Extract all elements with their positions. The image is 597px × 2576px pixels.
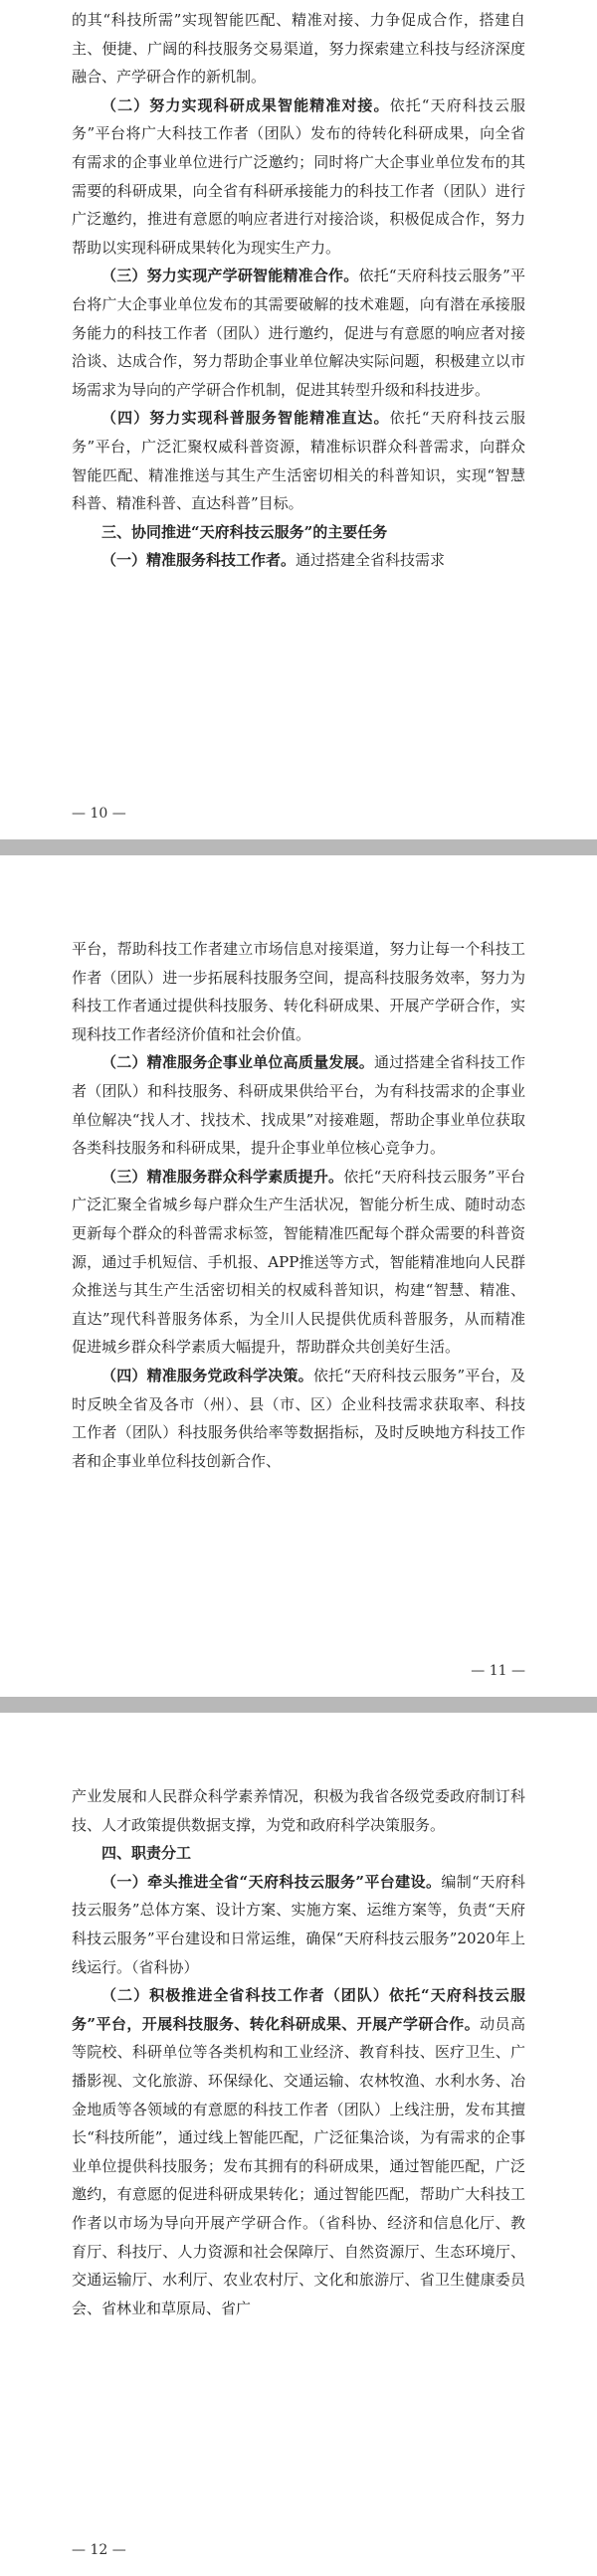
paragraph: （二）努力实现科研成果智能精准对接。依托“天府科技云服务”平台将广大科技工作者（团队）发布的待转化科研成果，向全省有需求的企事业单位进行广泛邀约；同时将广大企事业单位发布的其需要的科研成果，向全省有科研承接能力的科技工作者（团队）进行广泛邀约，推进有意愿的响应者进行对接洽谈，积极促成合作，努力帮助以实现科研成果转化为现实生产力。	[72, 95, 525, 257]
page-number: — 11 —	[471, 1663, 525, 1679]
paragraph: （二）积极推进全省科技工作者（团队）依托“天府科技云服务”平台，开展科技服务、转化科研成果、开展产学研合作。动员高等院校、科研单位等各类机构和工业经济、教育科技、医疗卫生、广播影视、文化旅游、环保绿化、交通运输、农林牧渔、水利水务、冶金地质等各领域的有意愿的科技工作者（团队）上线注册，发布其擅长“科技所能”，通过线上智能匹配，广泛征集洽谈，为有需求的企事业单位提供科技服务；发布其拥有的科研成果，通过智能匹配，广泛邀约，有意愿的促进科研成果转化；通过智能匹配，帮助广大科技工作者以市场为导向开展产学研合作。（省科协、经济和信息化厅、教育厅、科技厅、人力资源和社会保障厅、自然资源厅、生态环境厅、交通运输厅、水利厅、农业农村厅、文化和旅游厅、省卫生健康委员会、省林业和草原局、省广	[72, 1986, 525, 2317]
paragraph: （四）精准服务党政科学决策。依托“天府科技云服务”平台，及时反映全省及各市（州）、县（市、区）企业科技需求获取率、科技工作者（团队）科技服务供给率等数据指标，及时反映地方科技工作者和企事业单位科技创新合作、	[72, 1366, 525, 1470]
paragraph: （二）精准服务企事业单位高质量发展。通过搭建全省科技工作者（团队）和科技服务、科研成果供给平台，为有科技需求的企事业单位解决“找人才、找技术、找成果”对接难题，帮助企事业单位获取各类科技服务和科研成果，提升企事业单位核心竞争力。	[72, 1053, 525, 1158]
paragraph: （四）努力实现科普服务智能精准直达。依托“天府科技云服务”平台，广泛汇聚权威科普资源，精准标识群众科普需求，向群众智能匹配、精准推送与其生产生活密切相关的科普知识，实现“智慧科普、精准科普、直达科普”目标。	[72, 409, 525, 513]
paragraph: （一）精准服务科技工作者。通过搭建全省科技需求	[101, 551, 446, 570]
page-number: — 12 —	[72, 2542, 126, 2558]
paragraph: （一）牵头推进全省“天府科技云服务”平台建设。编制“天府科技云服务”总体方案、设计方案、实施方案、运维方案等，负责“天府科技云服务”平台建设和日常运维，确保“天府科技云服务”2020年上线运行。（省科协）	[72, 1872, 526, 1976]
paragraph: （三）精准服务群众科学素质提升。依托“天府科技云服务”平台广泛汇聚全省城乡每户群众生产生活状况，智能分析生成、随时动态更新每个群众的科普需求标签，智能精准匹配每个群众需要的科普资源，通过手机短信、手机报、APP推送等方式，智能精准地向人民群众推送与其生产生活密切相关的权威科普知识，构建“智慧、精准、直达”现代科普服务体系，为全川人民提供优质科普服务，从而精准促进城乡群众科学素质大幅提升，帮助群众共创美好生活。	[72, 1167, 525, 1357]
section-heading: 四、职责分工	[101, 1844, 192, 1863]
paragraph: （三）努力实现产学研智能精准合作。依托“天府科技云服务”平台将广大企事业单位发布的其需要破解的技术难题，向有潜在承接服务能力的科技工作者（团队）进行邀约，促进与有意愿的响应者对接洽谈、达成合作，努力帮助企事业单位解决实际问题，积极建立以市场需求为导向的产学研合作机制，促进其转型升级和科技进步。	[72, 267, 525, 399]
section-heading: 三、协同推进“天府科技云服务”的主要任务	[101, 522, 388, 541]
page-number: — 10 —	[72, 806, 126, 822]
paragraph: 的其“科技所需”实现智能匹配、精准对接、力争促成合作，搭建自主、便捷、广阔的科技服务交易渠道，努力探索建立科技与经济深度融合、产学研合作的新机制。	[72, 11, 525, 87]
paragraph: 平台，帮助科技工作者建立市场信息对接渠道，努力让每一个科技工作者（团队）进一步拓展科技服务空间，提高科技服务效率，努力为科技工作者通过提供科技服务、转化科研成果、开展产学研合作，实现科技工作者经济价值和社会价值。	[72, 940, 525, 1043]
document-page-11	[0, 855, 597, 1697]
paragraph: 产业发展和人民群众科学素养情况，积极为我省各级党委政府制订科技、人才政策提供数据支撑，为党和政府科学决策服务。	[72, 1787, 525, 1834]
document-page-12	[0, 1713, 597, 2576]
document-page-10	[0, 0, 597, 839]
